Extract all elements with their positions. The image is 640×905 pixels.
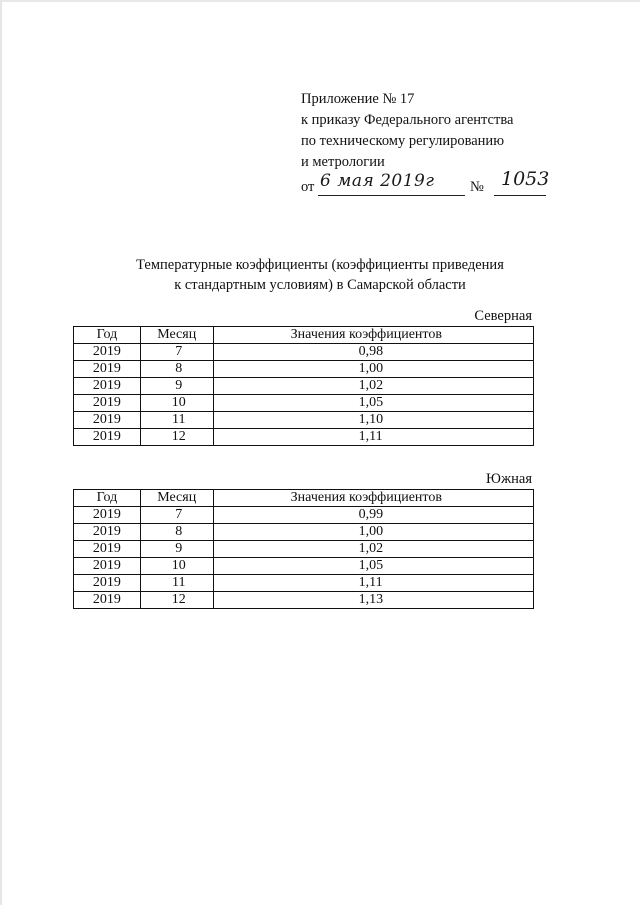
year-cell: 2019	[74, 507, 141, 524]
column-header-year: Год	[74, 327, 141, 344]
appendix-agency-line-2: и метрологии	[301, 154, 385, 170]
appendix-header	[301, 89, 550, 197]
appendix-agency-line: по техническому регулированию	[301, 133, 505, 149]
month-cell: 11	[140, 575, 213, 592]
month-cell: 12	[140, 592, 213, 609]
column-header-value: Значения коэффициентов	[213, 490, 533, 507]
month-cell: 8	[140, 361, 213, 378]
table-header-row	[74, 490, 534, 507]
page-edge-top	[0, 0, 640, 2]
table-row	[74, 592, 534, 609]
table-row	[74, 507, 534, 524]
coefficient-cell: 1,00	[213, 361, 533, 378]
table-header-row	[74, 327, 534, 344]
handwritten-order-number: 1053	[501, 168, 550, 190]
order-date-line	[301, 168, 550, 197]
month-cell: 8	[140, 524, 213, 541]
year-cell: 2019	[74, 429, 141, 446]
month-cell: 11	[140, 412, 213, 429]
page-edge-left	[0, 0, 2, 905]
coefficient-cell: 1,00	[213, 524, 533, 541]
month-cell: 9	[140, 378, 213, 395]
south-coefficients-table	[73, 489, 534, 609]
table-row	[74, 378, 534, 395]
north-coefficients-table	[73, 326, 534, 446]
document-title-line-2: к стандартным условиям) в Самарской области	[174, 277, 466, 293]
coefficient-cell: 0,98	[213, 344, 533, 361]
appendix-number: Приложение № 17	[301, 91, 415, 107]
table-row	[74, 541, 534, 558]
north-zone-label: Северная	[474, 308, 532, 324]
coefficient-cell: 1,10	[213, 412, 533, 429]
month-cell: 7	[140, 507, 213, 524]
column-header-month: Месяц	[140, 327, 213, 344]
coefficient-cell: 1,11	[213, 575, 533, 592]
table-row	[74, 558, 534, 575]
table-row	[74, 361, 534, 378]
month-cell: 7	[140, 344, 213, 361]
number-label: №	[470, 179, 484, 195]
document-title-line-1: Температурные коэффициенты (коэффициенты приведения	[136, 257, 504, 273]
coefficient-cell: 1,05	[213, 558, 533, 575]
coefficient-cell: 1,02	[213, 541, 533, 558]
table-row	[74, 429, 534, 446]
year-cell: 2019	[74, 575, 141, 592]
column-header-year: Год	[74, 490, 141, 507]
year-cell: 2019	[74, 558, 141, 575]
coefficient-cell: 1,02	[213, 378, 533, 395]
year-cell: 2019	[74, 344, 141, 361]
table-row	[74, 344, 534, 361]
month-cell: 10	[140, 395, 213, 412]
order-number-field	[494, 168, 550, 196]
appendix-order-ref: к приказу Федерального агентства	[301, 112, 514, 128]
table-row	[74, 575, 534, 592]
year-cell: 2019	[74, 412, 141, 429]
month-cell: 12	[140, 429, 213, 446]
table-row	[74, 395, 534, 412]
coefficient-cell: 1,13	[213, 592, 533, 609]
month-cell: 10	[140, 558, 213, 575]
handwritten-date: 6 мая 2019г	[320, 171, 435, 191]
document-title	[100, 255, 540, 295]
from-label: от	[301, 179, 315, 195]
year-cell: 2019	[74, 395, 141, 412]
table-row	[74, 412, 534, 429]
year-cell: 2019	[74, 541, 141, 558]
year-cell: 2019	[74, 592, 141, 609]
coefficient-cell: 0,99	[213, 507, 533, 524]
year-cell: 2019	[74, 524, 141, 541]
column-header-value: Значения коэффициентов	[213, 327, 533, 344]
month-cell: 9	[140, 541, 213, 558]
order-date-field	[318, 173, 465, 196]
coefficient-cell: 1,05	[213, 395, 533, 412]
coefficient-cell: 1,11	[213, 429, 533, 446]
table-row	[74, 524, 534, 541]
column-header-month: Месяц	[140, 490, 213, 507]
year-cell: 2019	[74, 361, 141, 378]
south-zone-label: Южная	[486, 471, 532, 487]
year-cell: 2019	[74, 378, 141, 395]
